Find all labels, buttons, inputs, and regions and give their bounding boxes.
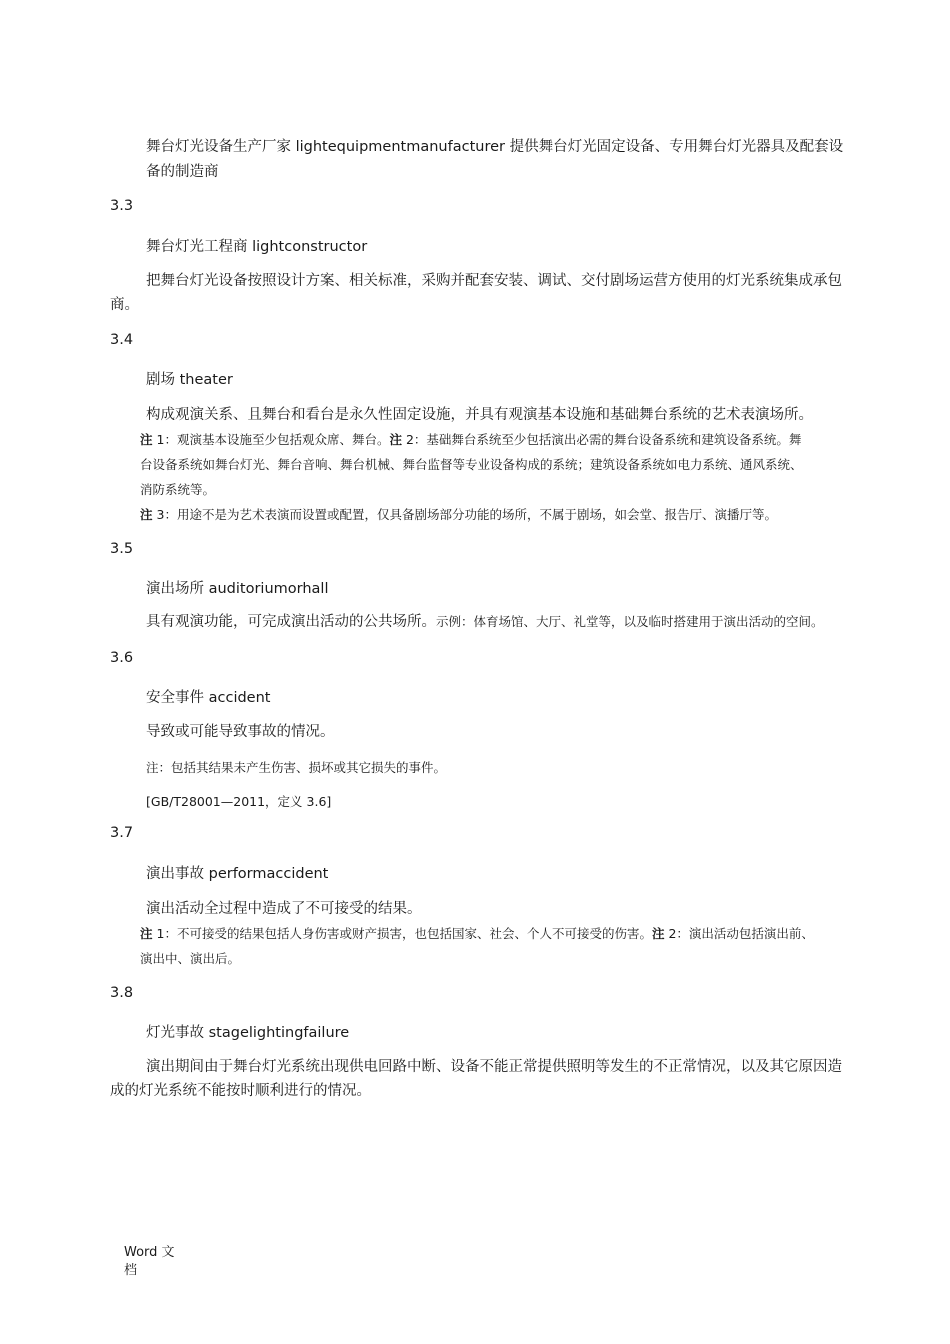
note-text: 1：不可接受的结果包括人身伤害或财产损害，也包括国家、社会、个人不可接受的伤害。	[152, 926, 652, 941]
paragraph-line: 舞台灯光设备生产厂家 lightequipmentmanufacturer 提供舞台灯光固定设备、专用舞台灯光器具及配套设	[146, 139, 844, 155]
definition-line	[146, 612, 824, 632]
term-heading: 演出场所 auditoriumorhall	[146, 581, 329, 597]
definition-line: 演出活动全过程中造成了不可接受的结果。	[146, 901, 422, 917]
definition-line: 演出期间由于舞台灯光系统出现供电回路中断、设备不能正常提供照明等发生的不正常情况，以及其它原因造	[146, 1059, 842, 1075]
note-label: 注	[389, 432, 402, 447]
section-number: 3.7	[110, 825, 134, 841]
section-number: 3.3	[110, 198, 134, 214]
footer-label: Word 文	[124, 1245, 175, 1260]
note-text: 2：基础舞台系统至少包括演出必需的舞台设备系统和建筑设备系统。舞	[401, 432, 802, 447]
note-label: 注	[140, 432, 153, 447]
note-label: 注	[140, 507, 153, 522]
note-text: 3：用途不是为艺术表演而设置或配置，仅具备剧场部分功能的场所，不属于剧场，如会堂、报告厅、演播厅等。	[152, 507, 777, 522]
paragraph-line: 备的制造商	[146, 164, 219, 180]
note-line: 演出中、演出后。	[140, 951, 241, 966]
section-number: 3.6	[110, 650, 134, 666]
footer-label: 档	[124, 1263, 138, 1278]
definition-line: 成的灯光系统不能按时顺利进行的情况。	[110, 1083, 371, 1099]
term-heading: 剧场 theater	[146, 372, 233, 388]
section-number: 3.8	[110, 985, 134, 1001]
term-heading: 灯光事故 stagelightingfailure	[146, 1025, 350, 1041]
definition-line: 构成观演关系、且舞台和看台是永久性固定设施，并具有观演基本设施和基础舞台系统的艺术表演场所。	[146, 407, 813, 423]
reference: [GB/T28001—2011，定义 3.6]	[146, 794, 332, 809]
note-label: 注	[651, 926, 665, 941]
note-label: 注	[140, 926, 153, 941]
note-line: 注：包括其结果未产生伤害、损坏或其它损失的事件。	[146, 760, 447, 775]
note-line: 台设备系统如舞台灯光、舞台音响、舞台机械、舞台监督等专业设备构成的系统；建筑设备系统如电力系统、通风系统、	[140, 457, 803, 472]
note-line	[140, 506, 777, 524]
definition-line: 导致或可能导致事故的情况。	[146, 724, 335, 740]
definition-text: 具有观演功能，可完成演出活动的公共场所。	[146, 614, 436, 630]
note-text: 2：演出活动包括演出前、	[664, 926, 814, 941]
term-heading: 演出事故 performaccident	[146, 866, 329, 882]
term-heading: 安全事件 accident	[146, 690, 271, 706]
definition-line: 商。	[110, 297, 139, 313]
note-line	[140, 431, 801, 449]
note-line	[140, 925, 814, 943]
note-line: 消防系统等。	[140, 482, 216, 497]
example-text: 示例：体育场馆、大厅、礼堂等，以及临时搭建用于演出活动的空间。	[436, 614, 824, 629]
term-heading: 舞台灯光工程商 lightconstructor	[146, 239, 368, 255]
note-text: 1：观演基本设施至少包括观众席、舞台。	[152, 432, 390, 447]
definition-line: 把舞台灯光设备按照设计方案、相关标准，采购并配套安装、调试、交付剧场运营方使用的灯光系统集成承包	[146, 273, 842, 289]
section-number: 3.5	[110, 541, 134, 557]
section-number: 3.4	[110, 332, 134, 348]
